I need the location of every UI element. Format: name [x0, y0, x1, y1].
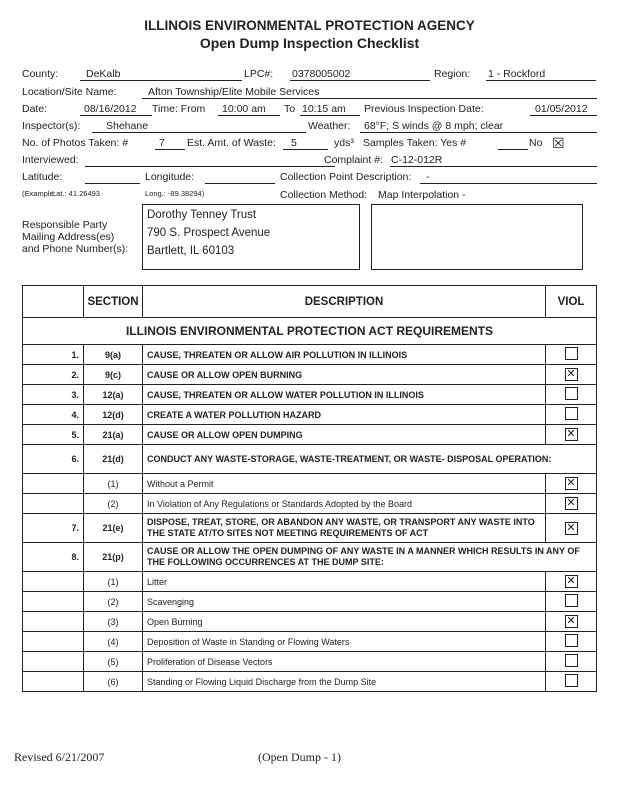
row-number: 8. [23, 543, 84, 572]
county-label: County: [22, 68, 59, 80]
row-section: (2) [84, 592, 143, 612]
row-number: 2. [23, 365, 84, 385]
time-label: Time: From [152, 103, 206, 115]
lpc-value[interactable]: 0378005002 [292, 68, 351, 80]
requirements-table [22, 285, 597, 692]
field-underline [498, 149, 528, 150]
viol-checkbox[interactable]: ✕ [566, 615, 576, 627]
table-row [23, 592, 597, 612]
viol-cell [546, 345, 597, 365]
table-row [23, 365, 597, 385]
site-label: Location/Site Name: [22, 86, 117, 98]
responsible-party-address[interactable] [142, 204, 360, 270]
row-description: Proliferation of Disease Vectors [143, 652, 546, 672]
field-underline [530, 115, 597, 116]
table-row [23, 652, 597, 672]
county-value[interactable]: DeKalb [86, 68, 121, 80]
photos-label: No. of Photos Taken: # [22, 137, 129, 149]
time-from-value[interactable]: 10:00 am [222, 103, 266, 115]
region-value[interactable]: 1 - Rockford [488, 68, 546, 80]
field-underline [290, 80, 430, 81]
viol-checkbox[interactable]: ✕ [566, 497, 576, 509]
address-line: 790 S. Prospect Avenue [147, 227, 271, 239]
site-value[interactable]: Afton Township/Elite Mobile Services [148, 86, 320, 98]
viol-cell [546, 474, 597, 494]
collection-method-value[interactable]: Map Interpolation - [378, 189, 466, 201]
row-section: (3) [84, 612, 143, 632]
longitude-label: Longitude: [145, 171, 195, 183]
row-number [23, 652, 84, 672]
row-number [23, 632, 84, 652]
viol-cell [546, 572, 597, 592]
prev-date-value[interactable]: 01/05/2012 [535, 103, 588, 115]
viol-cell [546, 385, 597, 405]
responsible-party-label [22, 219, 128, 255]
time-to-value[interactable]: 10:15 am [302, 103, 346, 115]
viol-cell [546, 612, 597, 632]
viol-cell [546, 514, 597, 543]
field-underline [360, 132, 597, 133]
viol-cell [546, 405, 597, 425]
viol-cell [546, 592, 597, 612]
table-row [23, 405, 597, 425]
row-description: CREATE A WATER POLLUTION HAZARD [143, 405, 546, 425]
viol-checkbox[interactable]: ✕ [566, 477, 576, 489]
viol-cell [546, 365, 597, 385]
responsible-party-address-2[interactable] [371, 204, 583, 270]
row-number: 6. [23, 445, 84, 474]
viol-checkbox[interactable] [565, 387, 578, 400]
photos-value[interactable]: 7 [159, 137, 165, 149]
yds-label: yds³ [334, 137, 354, 149]
row-description: CONDUCT ANY WASTE-STORAGE, WASTE-TREATMENT, OR WASTE- DISPOSAL OPERATION: [143, 445, 597, 474]
field-underline [420, 183, 597, 184]
viol-checkbox[interactable] [565, 347, 578, 360]
table-row [23, 345, 597, 365]
row-description: Without a Permit [143, 474, 546, 494]
table-row [23, 672, 597, 692]
latitude-label: Latitude: [22, 171, 63, 183]
date-value[interactable]: 08/16/2012 [84, 103, 137, 115]
region-label: Region: [434, 68, 471, 80]
inspector-value[interactable]: Shehane [106, 120, 149, 132]
table-row [23, 514, 597, 543]
weather-value[interactable]: 68°F; S winds @ 8 mph; clear [364, 120, 504, 132]
row-description: Standing or Flowing Liquid Discharge from the Dump Site [143, 672, 546, 692]
label-line: and Phone Number(s): [22, 243, 129, 255]
label-line: Responsible Party [22, 219, 108, 231]
viol-checkbox[interactable]: ✕ [566, 521, 576, 534]
table-row [23, 425, 597, 445]
viol-header: VIOL [546, 286, 597, 318]
field-underline [390, 166, 597, 167]
viol-checkbox[interactable]: ✕ [566, 368, 576, 380]
row-description: In Violation of Any Regulations or Standards Adopted by the Board [143, 494, 546, 514]
row-description: CAUSE, THREATEN OR ALLOW WATER POLLUTION IN ILLINOIS [143, 385, 546, 405]
row-number [23, 612, 84, 632]
prev-label: Previous Inspection Date: [364, 103, 484, 115]
row-description: Litter [143, 572, 546, 592]
date-label: Date: [22, 103, 48, 115]
field-underline [142, 98, 597, 99]
no-label: No [529, 137, 543, 149]
waste-value[interactable]: 5 [291, 137, 297, 149]
viol-checkbox[interactable] [565, 634, 578, 647]
table-row [23, 385, 597, 405]
num-header [23, 286, 84, 318]
row-description: Open Burning [143, 612, 546, 632]
label-line: Mailing Address(es) [22, 231, 115, 243]
lpc-label: LPC#: [244, 68, 274, 80]
description-header: DESCRIPTION [143, 286, 546, 318]
viol-cell [546, 494, 597, 514]
row-description: CAUSE OR ALLOW THE OPEN DUMPING OF ANY WASTE IN A MANNER WHICH RESULTS IN ANY OF THE FOLLOWING OCCURRENCES AT THE DUMP SITE: [143, 543, 597, 572]
viol-checkbox[interactable] [565, 407, 578, 420]
field-underline [80, 80, 242, 81]
row-section: 12(d) [84, 405, 143, 425]
row-section: (1) [84, 572, 143, 592]
table-row [23, 445, 597, 474]
row-section: 9(a) [84, 345, 143, 365]
weather-label: Weather: [308, 120, 351, 132]
row-section: 21(a) [84, 425, 143, 445]
row-description: DISPOSE, TREAT, STORE, OR ABANDON ANY WASTE, OR TRANSPORT ANY WASTE INTO THE STATE AT/TO SITES NOT MEETING REQUIREMENTS OF ACT [143, 514, 546, 543]
row-description: Scavenging [143, 592, 546, 612]
row-section: 12(a) [84, 385, 143, 405]
row-number: 4. [23, 405, 84, 425]
row-section: (5) [84, 652, 143, 672]
row-number [23, 572, 84, 592]
field-underline [85, 166, 335, 167]
interviewed-label: Interviewed: [22, 154, 79, 166]
inspector-label: Inspector(s): [22, 120, 81, 132]
row-section: (2) [84, 494, 143, 514]
row-description: CAUSE OR ALLOW OPEN BURNING [143, 365, 546, 385]
row-section: 21(p) [84, 543, 143, 572]
example-lat: Lat.: 41.26493 [52, 189, 100, 198]
field-underline [283, 149, 328, 150]
row-description: CAUSE, THREATEN OR ALLOW AIR POLLUTION IN ILLINOIS [143, 345, 546, 365]
row-description: Deposition of Waste in Standing or Flowing Waters [143, 632, 546, 652]
section-header: SECTION [84, 286, 143, 318]
viol-checkbox[interactable]: ✕ [566, 575, 576, 587]
form-title: Open Dump Inspection Checklist [199, 35, 420, 51]
row-number [23, 474, 84, 494]
table-row [23, 572, 597, 592]
field-underline [85, 183, 140, 184]
row-number: 3. [23, 385, 84, 405]
address-line: Dorothy Tenney Trust [147, 209, 257, 221]
field-underline [155, 149, 185, 150]
table-row [23, 543, 597, 572]
row-section: (1) [84, 474, 143, 494]
table-row [23, 494, 597, 514]
example-long: Long.: -89.38294) [145, 189, 205, 198]
row-number [23, 592, 84, 612]
collection-point-label: Collection Point Description: [280, 171, 412, 183]
viol-checkbox[interactable] [565, 674, 578, 687]
group-header: ILLINOIS ENVIRONMENTAL PROTECTION ACT REQUIREMENTS [23, 318, 597, 345]
samples-no-value[interactable]: ☒ [552, 135, 565, 151]
collection-point-value[interactable]: - [426, 171, 430, 183]
field-underline [92, 132, 306, 133]
table-row [23, 632, 597, 652]
waste-label: Est. Amt. of Waste: [187, 137, 276, 149]
row-section: (6) [84, 672, 143, 692]
viol-checkbox[interactable]: ✕ [566, 428, 576, 440]
row-number: 7. [23, 514, 84, 543]
example-label: (Example: [22, 189, 56, 198]
revised-date: Revised 6/21/2007 [14, 750, 105, 764]
to-label: To [284, 103, 296, 115]
field-underline [80, 115, 152, 116]
row-section: 21(d) [84, 445, 143, 474]
table-row [23, 612, 597, 632]
viol-checkbox[interactable] [565, 594, 578, 607]
field-underline [205, 183, 275, 184]
field-underline [486, 80, 596, 81]
samples-label: Samples Taken: Yes # [363, 137, 467, 149]
field-underline [218, 115, 280, 116]
complaint-label: Complaint #: [324, 154, 383, 166]
viol-cell [546, 672, 597, 692]
agency-title: ILLINOIS ENVIRONMENTAL PROTECTION AGENCY [144, 18, 475, 33]
collection-method-label: Collection Method: [280, 189, 367, 201]
address-line: Bartlett, IL 60103 [147, 245, 235, 257]
page-number: (Open Dump - 1) [258, 750, 341, 764]
row-number [23, 494, 84, 514]
row-section: 21(e) [84, 514, 143, 543]
row-number [23, 672, 84, 692]
viol-cell [546, 652, 597, 672]
row-section: (4) [84, 632, 143, 652]
row-number: 5. [23, 425, 84, 445]
row-number: 1. [23, 345, 84, 365]
row-section: 9(c) [84, 365, 143, 385]
viol-checkbox[interactable] [565, 654, 578, 667]
complaint-value[interactable]: C-12-012R [391, 154, 443, 166]
table-row [23, 474, 597, 494]
viol-cell [546, 425, 597, 445]
field-underline [300, 115, 360, 116]
row-description: CAUSE OR ALLOW OPEN DUMPING [143, 425, 546, 445]
viol-cell [546, 632, 597, 652]
